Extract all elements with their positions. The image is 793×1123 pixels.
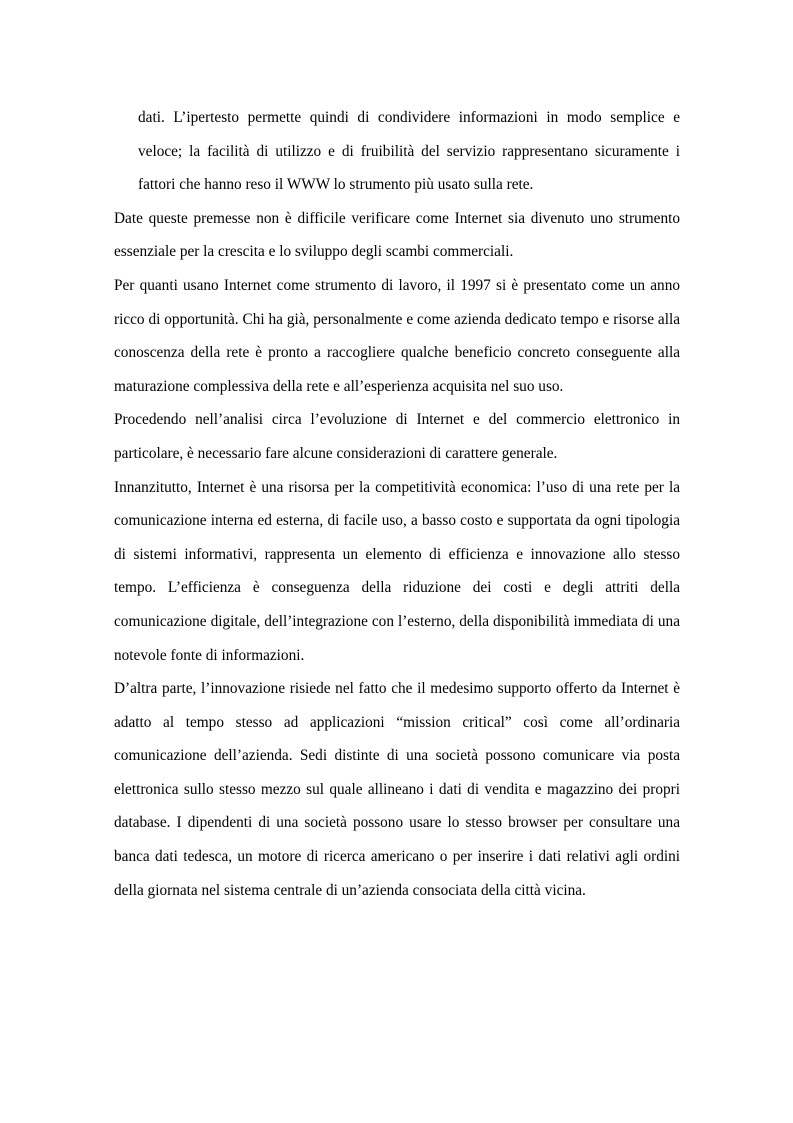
paragraph-premesse: Date queste premesse non è difficile verificare come Internet sia divenuto uno strumento essenziale per la crescita e lo sviluppo degli scambi commerciali. — [114, 209, 680, 261]
paragraph-innovazione: D’altra parte, l’innovazione risiede nel fatto che il medesimo supporto offerto da Internet è adatto al tempo stesso ad applicazioni “mission critical” così come all’ordinaria comunicazione dell’azienda. Sedi distinte di una società possono comunicare via posta elettronica sullo stesso mezzo sul quale allineano i dati di vendita e magazzino dei propri database. I dipendenti di una società possono usare lo stesso browser per consultare una banca dati tedesca, un motore di ricerca americano o per inserire i dati relativi agli ordini della giornata nel sistema centrale di un’azienda consociata della città vicina. — [114, 680, 680, 899]
paragraph-1997: Per quanti usano Internet come strumento di lavoro, il 1997 si è presentato come un anno ricco di opportunità. Chi ha già, personalmente e come azienda dedicato tempo e risorse alla conoscenza della rete è pronto a raccogliere qualche beneficio concreto conseguente alla maturazione complessiva della rete e all’esperienza acquisita nel suo uso. — [114, 276, 680, 395]
body-text — [114, 101, 680, 907]
paragraph-list-continuation: dati. L’ipertesto permette quindi di condividere informazioni in modo semplice e veloce; la facilità di utilizzo e di fruibilità del servizio rappresentano sicuramente i fattori che hanno reso il WWW lo strumento più usato sulla rete. — [138, 109, 680, 194]
paragraph-competitivita: Innanzitutto, Internet è una risorsa per la competitività economica: l’uso di una rete per la comunicazione interna ed esterna, di facile uso, a basso costo e supportata da ogni tipologia di sistemi informativi, rappresenta un elemento di efficienza e innovazione allo stesso tempo. L’efficienza è conseguenza della riduzione dei costi e degli attriti della comunicazione digitale, dell’integrazione con l’esterno, della disponibilità immediata di una notevole fonte di informazioni. — [114, 478, 680, 664]
paragraph-analisi: Procedendo nell’analisi circa l’evoluzione di Internet e del commercio elettronico in particolare, è necessario fare alcune considerazioni di carattere generale. — [114, 411, 680, 462]
